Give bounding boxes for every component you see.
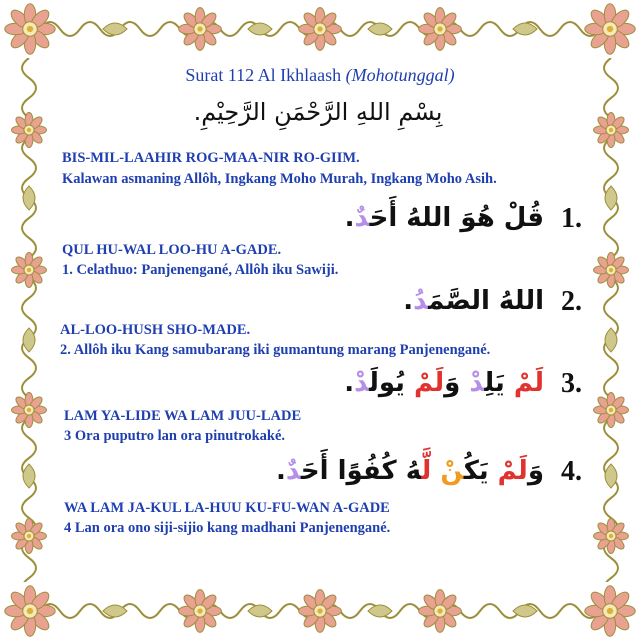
leaf-icon [23,186,35,210]
verse-translation-4: 4 Lan ora ono siji-sijio kang madhani Panjenengané. [64,520,391,536]
verse-number-2: 2. [561,286,582,317]
flower-medallion-icon [585,586,635,636]
leaf-icon [23,464,35,488]
leaf-icon [605,464,617,488]
page-title [58,65,582,86]
bismillah-arabic: بِسْمِ اللهِ الرَّحْمَنِ الرَّحِيْمِ. [193,98,443,126]
flower-medallion-icon [5,4,55,54]
flower-medallion-icon [12,519,47,554]
ornamental-border-bottom [0,582,640,640]
surah-subtitle: (Mohotunggal) [345,65,455,85]
flower-medallion-icon [594,519,629,554]
ornamental-border-top [0,0,640,58]
verse-translation-3: 3 Ora puputro lan ora pinutrokaké. [64,428,286,444]
bismillah-transliteration: BIS-MIL-LAAHIR ROG-MAA-NIR RO-GIIM. [62,150,360,166]
verse-transliteration-4: WA LAM JA-KUL LA-HUU KU-FU-WAN A-GADE [64,500,390,516]
verse-transliteration-2: AL-LOO-HUSH SHO-MADE. [60,322,251,338]
flower-medallion-icon [299,590,342,633]
leaf-icon [605,186,617,210]
leaf-icon [248,605,272,617]
flower-medallion-icon [179,590,222,633]
flower-medallion-icon [419,8,462,51]
flower-medallion-icon [5,586,55,636]
verse-number-4: 4. [561,456,582,487]
leaf-icon [368,605,392,617]
verse-arabic-3: لَمْ يَلِدْ وَلَمْ يُولَدْ. [344,368,544,398]
flower-medallion-icon [594,253,629,288]
verse-translation-1: 1. Celathuo: Panjenengané, Allôh iku Sawiji. [62,262,339,278]
flower-medallion-icon [594,393,629,428]
leaf-icon [368,23,392,35]
ornamental-border-right [582,58,640,582]
flower-medallion-icon [419,590,462,633]
verse-number-3: 3. [561,368,582,399]
leaf-icon [605,328,617,352]
verse-arabic-2: اللهُ الصَّمَدُ. [403,286,544,316]
flower-medallion-icon [179,8,222,51]
flower-medallion-icon [585,4,635,54]
surah-panel [58,58,582,582]
verse-arabic-4: وَلَمْ يَكُنْ لَّهُ كُفُوًا أَحَدٌ. [275,456,544,486]
verse-number-1: 1. [561,203,582,234]
bismillah-translation: Kalawan asmaning Allôh, Ingkang Moho Murah, Ingkang Moho Asih. [62,171,497,187]
ornamental-border-left [0,58,58,582]
leaf-icon [248,23,272,35]
flower-medallion-icon [12,253,47,288]
verse-translation-2: 2. Allôh iku Kang samubarang iki gumantung marang Panjenengané. [60,342,491,358]
verse-arabic-1: قُلْ هُوَ اللهُ أَحَدٌ. [344,203,544,233]
surah-title: Surat 112 Al Ikhlaash [185,65,342,85]
flower-medallion-icon [299,8,342,51]
verse-transliteration-1: QUL HU-WAL LOO-HU A-GADE. [62,242,282,258]
verse-transliteration-3: LAM YA-LIDE WA LAM JUU-LADE [64,408,302,424]
flower-medallion-icon [12,393,47,428]
flower-medallion-icon [594,113,629,148]
leaf-icon [23,328,35,352]
flower-medallion-icon [12,113,47,148]
